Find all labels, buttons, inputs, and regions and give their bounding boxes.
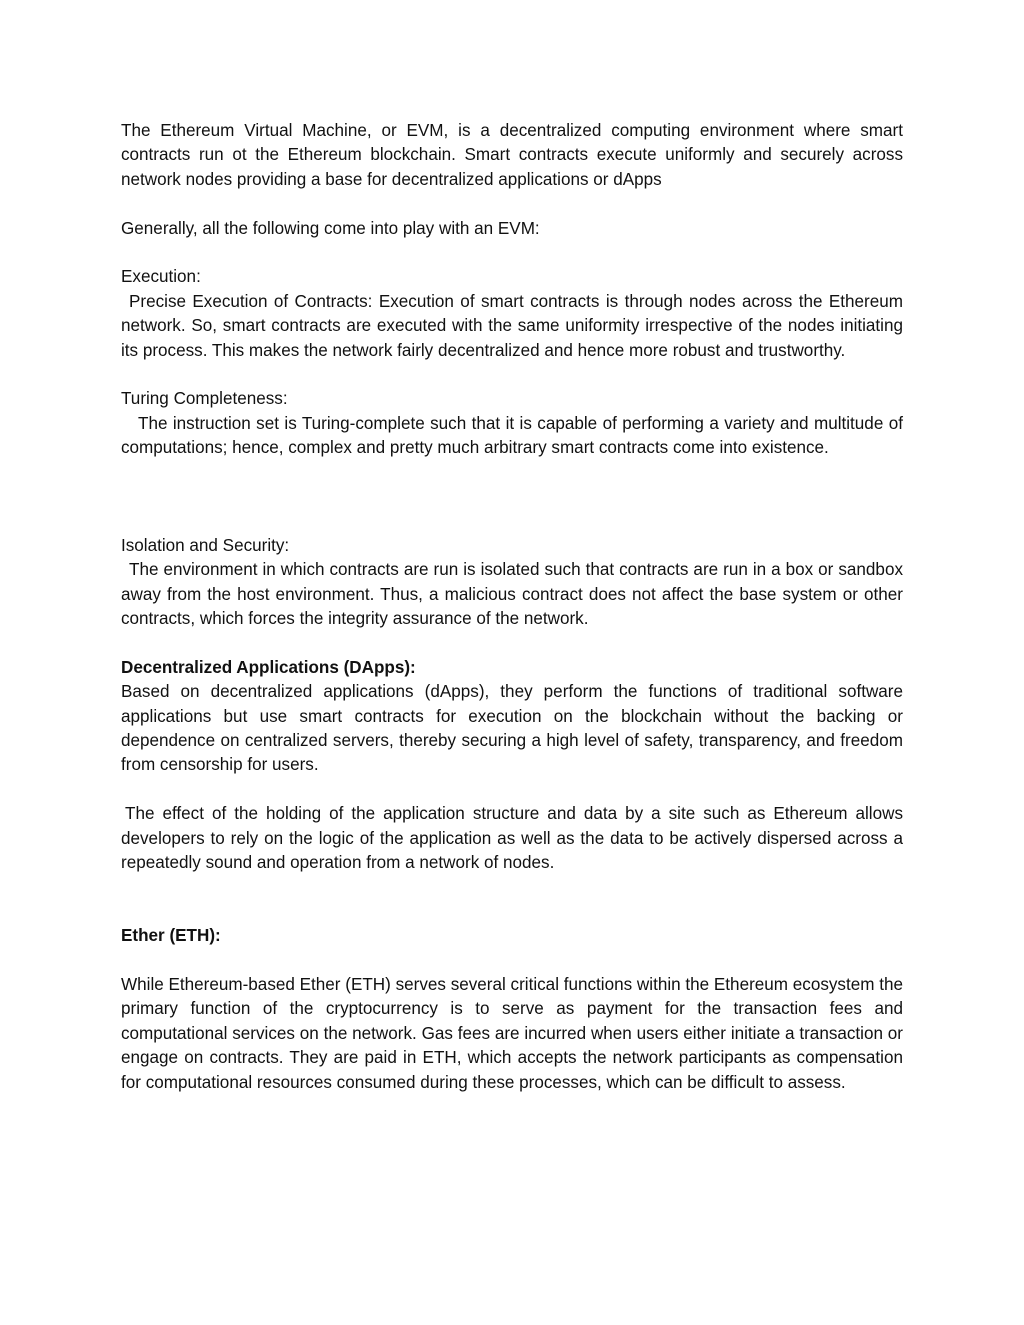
ether-paragraph: While Ethereum-based Ether (ETH) serves several critical functions within the Ethereum ecosystem the primary function of the cryptocurrency is to serve as payment for the transaction fees and computational services on the network. Gas fees are incurred when users either initiate a transaction or engage on contracts. They are paid in ETH, which accepts the network participants as compensation for computational resources consumed during these processes, which can be difficult to assess. (121, 975, 903, 1092)
turing-paragraph: The instruction set is Turing-complete such that it is capable of performing a variety and multitude of computations; hence, complex and pretty much arbitrary smart contracts come into existence. (121, 413, 903, 458)
dapps-paragraph-2: The effect of the holding of the application structure and data by a site such as Ethereum allows developers to rely on the logic of the application as well as the data to be actively dispersed across a repeatedly sound and operation from a network of nodes. (121, 804, 903, 873)
intro-paragraph: The Ethereum Virtual Machine, or EVM, is a decentralized computing environment where smart contracts run ot the Ethereum blockchain. Smart contracts execute uniformly and securely across network nodes providing a base for decentralized applications or dApps (121, 121, 903, 189)
document-page (121, 119, 903, 1095)
isolation-paragraph: The environment in which contracts are run is isolated such that contracts are run in a box or sandbox away from the host environment. Thus, a malicious contract does not affect the base system or other contracts, which forces the integrity assurance of the network. (121, 560, 903, 629)
spacer (121, 949, 903, 973)
execution-paragraph: Precise Execution of Contracts: Execution of smart contracts is through nodes across the Ethereum network. So, smart contracts are executed with the same uniformity irrespective of the nodes initiating its process. This makes the network fairly decentralized and hence more robust and trustworthy. (121, 291, 903, 360)
spacer (121, 875, 903, 924)
spacer (121, 363, 903, 387)
dapps-paragraph: Based on decentralized applications (dApps), they perform the functions of traditional software applications but use smart contracts for execution on the blockchain without the backing or dependence on centralized servers, thereby securing a high level of safety, transparency, and freedom from censorship for users. (121, 682, 903, 775)
isolation-heading: Isolation and Security: (121, 535, 290, 555)
ether-heading: Ether (ETH): (121, 926, 221, 946)
spacer (121, 461, 903, 534)
turing-heading: Turing Completeness: (121, 389, 288, 409)
dapps-heading: Decentralized Applications (DApps): (121, 657, 416, 677)
generally-paragraph: Generally, all the following come into play with an EVM: (121, 218, 540, 238)
spacer (121, 241, 903, 265)
spacer (121, 192, 903, 216)
spacer (121, 778, 903, 802)
spacer (121, 631, 903, 655)
execution-heading: Execution: (121, 267, 201, 287)
